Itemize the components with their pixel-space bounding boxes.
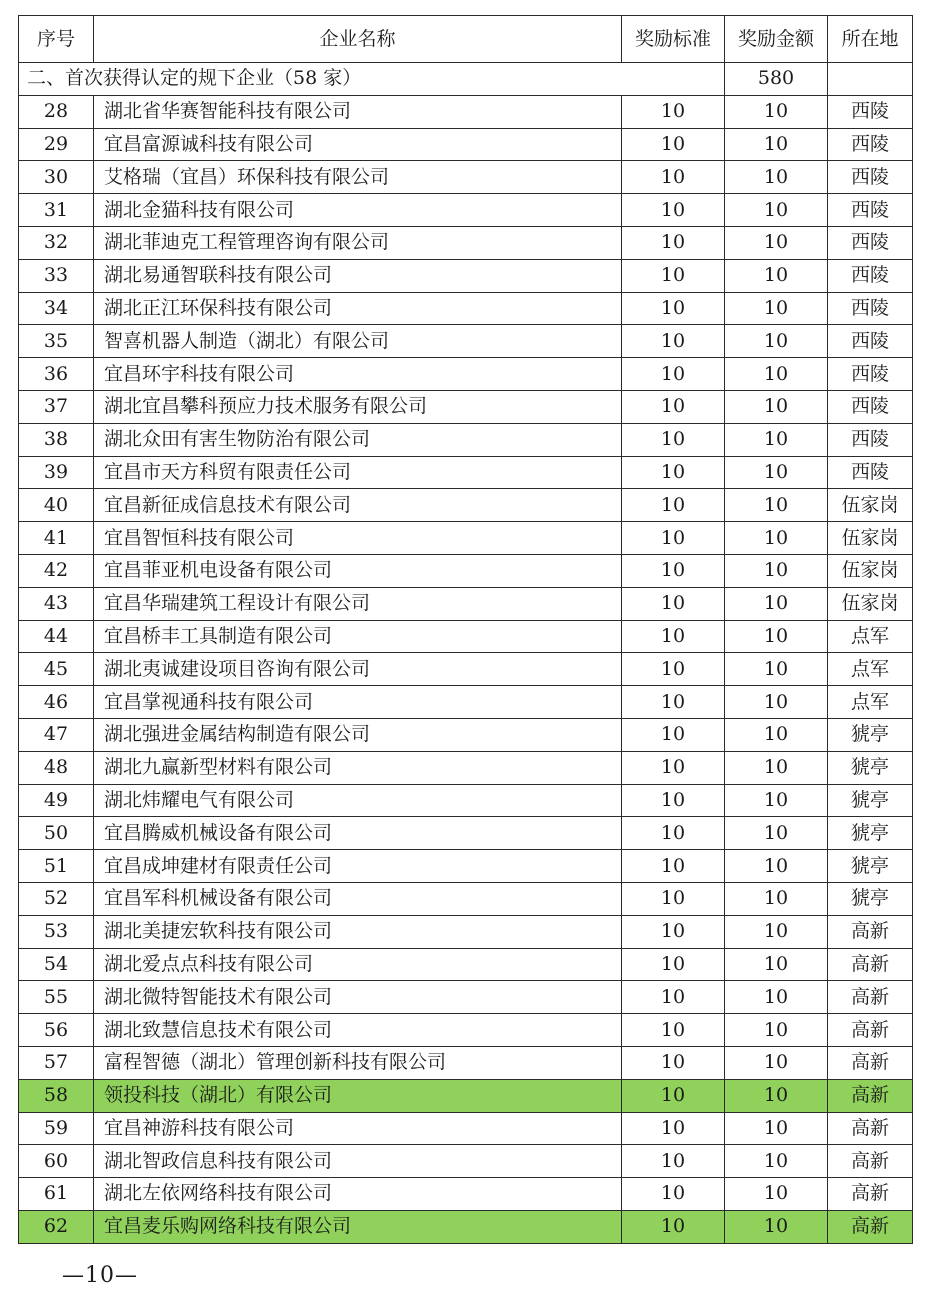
location-cell: 西陵 <box>828 456 913 489</box>
row-number-cell: 54 <box>19 948 94 981</box>
award-amount-cell: 10 <box>725 554 828 587</box>
award-standard-cell: 10 <box>622 390 725 423</box>
section-title: 二、首次获得认定的规下企业（58 家） <box>19 63 725 96</box>
table-row <box>19 95 913 128</box>
row-number-cell: 40 <box>19 489 94 522</box>
award-standard-cell: 10 <box>622 1145 725 1178</box>
table-row <box>19 1145 913 1178</box>
company-name-cell: 宜昌富源诚科技有限公司 <box>94 128 622 161</box>
section-row <box>19 63 913 96</box>
company-name-cell: 宜昌市天方科贸有限责任公司 <box>94 456 622 489</box>
table-row <box>19 226 913 259</box>
award-standard-cell: 10 <box>622 423 725 456</box>
company-name-cell: 湖北众田有害生物防治有限公司 <box>94 423 622 456</box>
row-number-cell: 44 <box>19 620 94 653</box>
section-total-amount: 580 <box>725 63 828 96</box>
award-standard-cell: 10 <box>622 620 725 653</box>
company-name-cell: 湖北九赢新型材料有限公司 <box>94 751 622 784</box>
table-row <box>19 850 913 883</box>
award-amount-cell: 10 <box>725 522 828 555</box>
award-amount-cell: 10 <box>725 292 828 325</box>
table-row <box>19 390 913 423</box>
location-cell: 高新 <box>828 1112 913 1145</box>
table-row <box>19 751 913 784</box>
award-amount-cell: 10 <box>725 390 828 423</box>
award-amount-cell: 10 <box>725 1210 828 1243</box>
row-number-cell: 30 <box>19 161 94 194</box>
award-standard-cell: 10 <box>622 522 725 555</box>
award-standard-cell: 10 <box>622 915 725 948</box>
row-number-cell: 32 <box>19 226 94 259</box>
award-amount-cell: 10 <box>725 915 828 948</box>
award-amount-cell: 10 <box>725 620 828 653</box>
row-number-cell: 55 <box>19 981 94 1014</box>
location-cell: 高新 <box>828 1210 913 1243</box>
row-number-cell: 61 <box>19 1178 94 1211</box>
table-row <box>19 1014 913 1047</box>
company-name-cell: 富程智德（湖北）管理创新科技有限公司 <box>94 1046 622 1079</box>
award-standard-cell: 10 <box>622 194 725 227</box>
award-standard-cell: 10 <box>622 1112 725 1145</box>
row-number-cell: 39 <box>19 456 94 489</box>
location-cell: 猇亭 <box>828 751 913 784</box>
award-amount-cell: 10 <box>725 95 828 128</box>
row-number-cell: 28 <box>19 95 94 128</box>
row-number-cell: 59 <box>19 1112 94 1145</box>
header-company-name: 企业名称 <box>94 16 622 63</box>
award-amount-cell: 10 <box>725 194 828 227</box>
company-name-cell: 宜昌麦乐购网络科技有限公司 <box>94 1210 622 1243</box>
award-amount-cell: 10 <box>725 1178 828 1211</box>
company-name-cell: 宜昌军科机械设备有限公司 <box>94 882 622 915</box>
row-number-cell: 53 <box>19 915 94 948</box>
company-name-cell: 湖北智政信息科技有限公司 <box>94 1145 622 1178</box>
company-name-cell: 艾格瑞（宜昌）环保科技有限公司 <box>94 161 622 194</box>
award-amount-cell: 10 <box>725 653 828 686</box>
row-number-cell: 45 <box>19 653 94 686</box>
award-amount-cell: 10 <box>725 587 828 620</box>
award-amount-cell: 10 <box>725 1145 828 1178</box>
award-amount-cell: 10 <box>725 259 828 292</box>
row-number-cell: 43 <box>19 587 94 620</box>
location-cell: 点军 <box>828 686 913 719</box>
award-amount-cell: 10 <box>725 1046 828 1079</box>
company-name-cell: 智喜机器人制造（湖北）有限公司 <box>94 325 622 358</box>
row-number-cell: 42 <box>19 554 94 587</box>
award-standard-cell: 10 <box>622 128 725 161</box>
location-cell: 西陵 <box>828 128 913 161</box>
location-cell: 西陵 <box>828 226 913 259</box>
company-name-cell: 湖北金猫科技有限公司 <box>94 194 622 227</box>
award-table <box>18 15 913 1244</box>
location-cell: 西陵 <box>828 259 913 292</box>
row-number-cell: 52 <box>19 882 94 915</box>
company-name-cell: 湖北爱点点科技有限公司 <box>94 948 622 981</box>
location-cell: 高新 <box>828 915 913 948</box>
location-cell: 西陵 <box>828 161 913 194</box>
table-row <box>19 1178 913 1211</box>
location-cell: 猇亭 <box>828 850 913 883</box>
row-number-cell: 62 <box>19 1210 94 1243</box>
company-name-cell: 湖北夷诚建设项目咨询有限公司 <box>94 653 622 686</box>
award-amount-cell: 10 <box>725 817 828 850</box>
location-cell: 猇亭 <box>828 882 913 915</box>
row-number-cell: 38 <box>19 423 94 456</box>
location-cell: 猇亭 <box>828 817 913 850</box>
row-number-cell: 37 <box>19 390 94 423</box>
company-name-cell: 宜昌环宇科技有限公司 <box>94 358 622 391</box>
award-amount-cell: 10 <box>725 489 828 522</box>
table-row <box>19 292 913 325</box>
row-number-cell: 41 <box>19 522 94 555</box>
table-row <box>19 882 913 915</box>
row-number-cell: 58 <box>19 1079 94 1112</box>
row-number-cell: 33 <box>19 259 94 292</box>
award-amount-cell: 10 <box>725 128 828 161</box>
company-name-cell: 湖北易通智联科技有限公司 <box>94 259 622 292</box>
table-row <box>19 161 913 194</box>
award-amount-cell: 10 <box>725 325 828 358</box>
award-standard-cell: 10 <box>622 587 725 620</box>
location-cell: 猇亭 <box>828 718 913 751</box>
header-award-standard: 奖励标准 <box>622 16 725 63</box>
location-cell: 西陵 <box>828 423 913 456</box>
table-row <box>19 325 913 358</box>
award-standard-cell: 10 <box>622 226 725 259</box>
award-standard-cell: 10 <box>622 358 725 391</box>
table-row <box>19 981 913 1014</box>
award-standard-cell: 10 <box>622 1210 725 1243</box>
table-row <box>19 1079 913 1112</box>
award-amount-cell: 10 <box>725 226 828 259</box>
row-number-cell: 34 <box>19 292 94 325</box>
header-location: 所在地 <box>828 16 913 63</box>
company-name-cell: 宜昌新征成信息技术有限公司 <box>94 489 622 522</box>
award-amount-cell: 10 <box>725 456 828 489</box>
location-cell: 西陵 <box>828 292 913 325</box>
row-number-cell: 50 <box>19 817 94 850</box>
award-standard-cell: 10 <box>622 784 725 817</box>
location-cell: 西陵 <box>828 390 913 423</box>
award-standard-cell: 10 <box>622 948 725 981</box>
table-row <box>19 194 913 227</box>
location-cell: 猇亭 <box>828 784 913 817</box>
award-standard-cell: 10 <box>622 1046 725 1079</box>
table-row <box>19 358 913 391</box>
company-name-cell: 湖北强进金属结构制造有限公司 <box>94 718 622 751</box>
row-number-cell: 31 <box>19 194 94 227</box>
award-standard-cell: 10 <box>622 161 725 194</box>
table-row <box>19 784 913 817</box>
location-cell: 高新 <box>828 948 913 981</box>
award-amount-cell: 10 <box>725 1112 828 1145</box>
company-name-cell: 湖北美捷宏软科技有限公司 <box>94 915 622 948</box>
award-amount-cell: 10 <box>725 850 828 883</box>
company-name-cell: 湖北炜耀电气有限公司 <box>94 784 622 817</box>
table-row <box>19 489 913 522</box>
award-standard-cell: 10 <box>622 850 725 883</box>
award-standard-cell: 10 <box>622 981 725 1014</box>
award-standard-cell: 10 <box>622 554 725 587</box>
award-standard-cell: 10 <box>622 292 725 325</box>
table-body <box>19 63 913 1244</box>
award-amount-cell: 10 <box>725 161 828 194</box>
row-number-cell: 49 <box>19 784 94 817</box>
table-row <box>19 456 913 489</box>
table-row <box>19 259 913 292</box>
table-row <box>19 620 913 653</box>
location-cell: 西陵 <box>828 194 913 227</box>
company-name-cell: 湖北致慧信息技术有限公司 <box>94 1014 622 1047</box>
award-standard-cell: 10 <box>622 751 725 784</box>
section-location-empty <box>828 63 913 96</box>
location-cell: 西陵 <box>828 95 913 128</box>
company-name-cell: 宜昌掌视通科技有限公司 <box>94 686 622 719</box>
company-name-cell: 湖北微特智能技术有限公司 <box>94 981 622 1014</box>
company-name-cell: 领投科技（湖北）有限公司 <box>94 1079 622 1112</box>
award-standard-cell: 10 <box>622 882 725 915</box>
table-row <box>19 817 913 850</box>
table-row <box>19 522 913 555</box>
award-standard-cell: 10 <box>622 718 725 751</box>
table-row <box>19 686 913 719</box>
header-award-amount: 奖励金额 <box>725 16 828 63</box>
award-amount-cell: 10 <box>725 423 828 456</box>
award-standard-cell: 10 <box>622 1014 725 1047</box>
table-row <box>19 718 913 751</box>
table-row <box>19 1112 913 1145</box>
company-name-cell: 宜昌桥丰工具制造有限公司 <box>94 620 622 653</box>
location-cell: 点军 <box>828 653 913 686</box>
award-standard-cell: 10 <box>622 1079 725 1112</box>
company-name-cell: 湖北正江环保科技有限公司 <box>94 292 622 325</box>
company-name-cell: 湖北宜昌攀科预应力技术服务有限公司 <box>94 390 622 423</box>
row-number-cell: 48 <box>19 751 94 784</box>
award-standard-cell: 10 <box>622 1178 725 1211</box>
row-number-cell: 36 <box>19 358 94 391</box>
location-cell: 高新 <box>828 1046 913 1079</box>
table-row <box>19 1046 913 1079</box>
award-standard-cell: 10 <box>622 456 725 489</box>
page-number: —10— <box>62 1263 138 1288</box>
table-row <box>19 128 913 161</box>
table-row <box>19 1210 913 1243</box>
location-cell: 伍家岗 <box>828 489 913 522</box>
award-amount-cell: 10 <box>725 686 828 719</box>
table-row <box>19 423 913 456</box>
location-cell: 西陵 <box>828 358 913 391</box>
award-amount-cell: 10 <box>725 1079 828 1112</box>
table-row <box>19 587 913 620</box>
row-number-cell: 29 <box>19 128 94 161</box>
row-number-cell: 46 <box>19 686 94 719</box>
location-cell: 高新 <box>828 1145 913 1178</box>
award-standard-cell: 10 <box>622 653 725 686</box>
row-number-cell: 56 <box>19 1014 94 1047</box>
company-name-cell: 宜昌华瑞建筑工程设计有限公司 <box>94 587 622 620</box>
row-number-cell: 51 <box>19 850 94 883</box>
table-row <box>19 554 913 587</box>
table-header-row <box>19 16 913 63</box>
company-name-cell: 宜昌菲亚机电设备有限公司 <box>94 554 622 587</box>
company-name-cell: 宜昌神游科技有限公司 <box>94 1112 622 1145</box>
location-cell: 高新 <box>828 1014 913 1047</box>
company-name-cell: 宜昌成坤建材有限责任公司 <box>94 850 622 883</box>
company-name-cell: 宜昌智恒科技有限公司 <box>94 522 622 555</box>
row-number-cell: 35 <box>19 325 94 358</box>
company-name-cell: 宜昌腾威机械设备有限公司 <box>94 817 622 850</box>
table-row <box>19 653 913 686</box>
location-cell: 点军 <box>828 620 913 653</box>
header-number: 序号 <box>19 16 94 63</box>
award-amount-cell: 10 <box>725 882 828 915</box>
location-cell: 高新 <box>828 1079 913 1112</box>
location-cell: 伍家岗 <box>828 587 913 620</box>
location-cell: 高新 <box>828 981 913 1014</box>
award-standard-cell: 10 <box>622 259 725 292</box>
company-name-cell: 湖北菲迪克工程管理咨询有限公司 <box>94 226 622 259</box>
table-row <box>19 915 913 948</box>
award-standard-cell: 10 <box>622 817 725 850</box>
location-cell: 高新 <box>828 1178 913 1211</box>
award-amount-cell: 10 <box>725 948 828 981</box>
location-cell: 伍家岗 <box>828 554 913 587</box>
award-standard-cell: 10 <box>622 686 725 719</box>
row-number-cell: 60 <box>19 1145 94 1178</box>
location-cell: 伍家岗 <box>828 522 913 555</box>
award-standard-cell: 10 <box>622 489 725 522</box>
table-row <box>19 948 913 981</box>
row-number-cell: 47 <box>19 718 94 751</box>
award-standard-cell: 10 <box>622 325 725 358</box>
award-amount-cell: 10 <box>725 981 828 1014</box>
award-amount-cell: 10 <box>725 358 828 391</box>
award-amount-cell: 10 <box>725 718 828 751</box>
row-number-cell: 57 <box>19 1046 94 1079</box>
award-amount-cell: 10 <box>725 1014 828 1047</box>
award-amount-cell: 10 <box>725 751 828 784</box>
company-name-cell: 湖北左依网络科技有限公司 <box>94 1178 622 1211</box>
award-standard-cell: 10 <box>622 95 725 128</box>
location-cell: 西陵 <box>828 325 913 358</box>
company-name-cell: 湖北省华赛智能科技有限公司 <box>94 95 622 128</box>
award-amount-cell: 10 <box>725 784 828 817</box>
